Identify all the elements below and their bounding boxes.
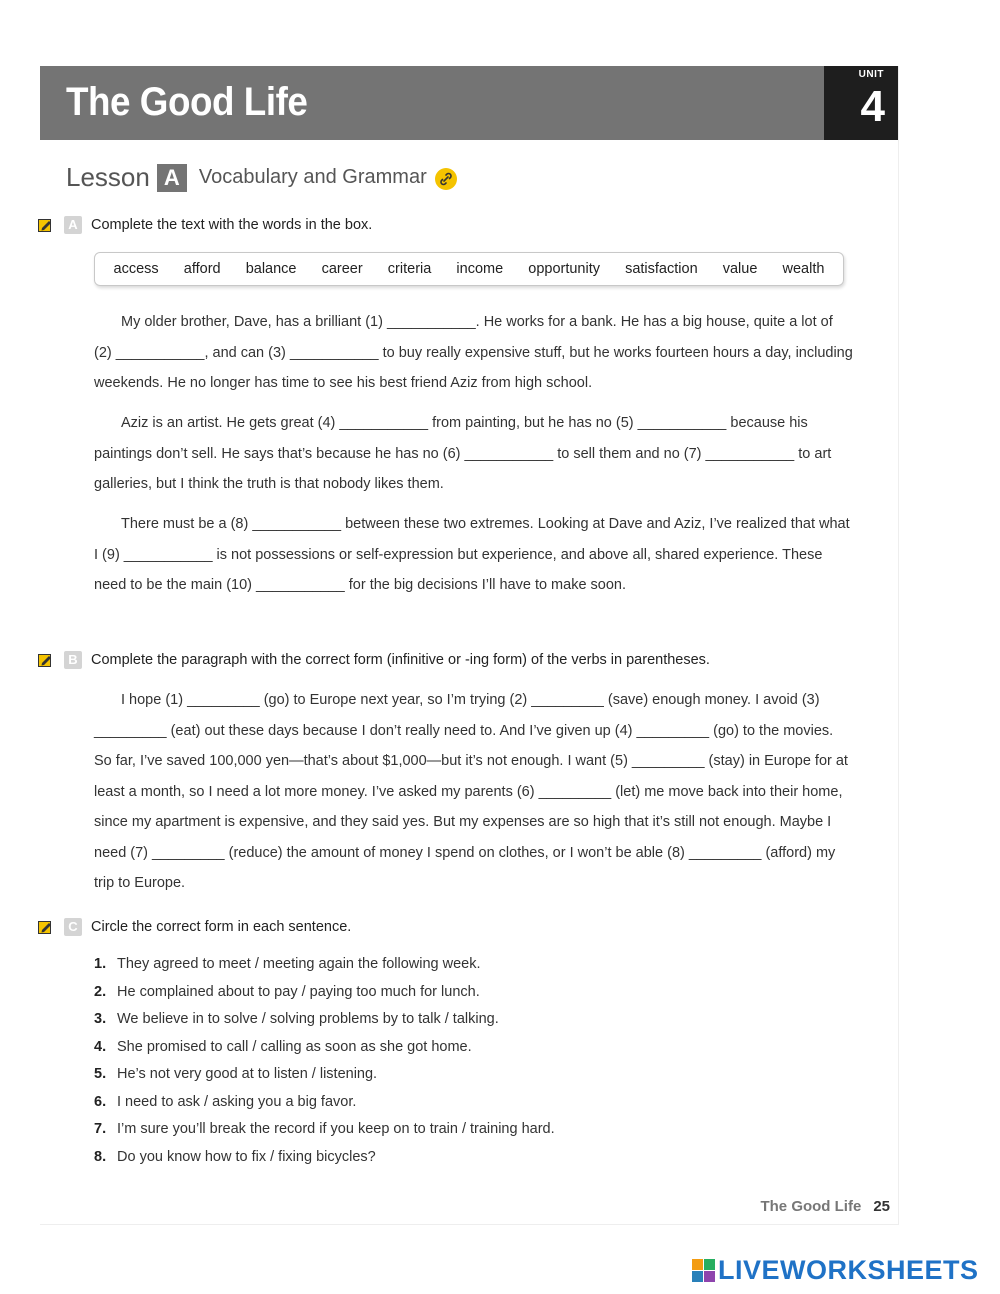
- section-b-heading: [40, 651, 710, 669]
- section-a-paragraph-3: There must be a (8) ___________ between these two extremes. Looking at Dave and Aziz, I’ve realized that what I (9) ___________ is not possessions or self-expression but experience, and above all, shared experience. These need to be the main (10) ___________ for the big decisions I’ll have to make soon.: [94, 516, 850, 593]
- lesson-word: Lesson: [66, 162, 150, 192]
- word-box-item: balance: [245, 261, 297, 277]
- footer-title: The Good Life: [760, 1198, 862, 1215]
- list-item: 1. They agreed to meet / meeting again the following week.: [94, 956, 481, 972]
- brand-name: LIVEWORKSHEETS: [718, 1254, 979, 1285]
- word-box-item: afford: [183, 261, 221, 277]
- list-item: 7. I’m sure you’ll break the record if you keep on to train / training hard.: [94, 1121, 555, 1137]
- section-a-paragraph-2: Aziz is an artist. He gets great (4) ___________ from painting, but he has no (5) ___________ because his paintings don’t sell. He says that’s because he has no (6) ___________ to sell them and no (7) ___________ to art galleries, but I think the truth is that nobody likes them.: [94, 415, 832, 492]
- word-box-item: wealth: [782, 261, 825, 277]
- brand-logo-icon: [692, 1259, 715, 1282]
- section-c-list: [94, 951, 555, 1171]
- lesson-subtitle: Vocabulary and Grammar: [198, 166, 427, 188]
- unit-title: The Good Life: [66, 80, 308, 124]
- pencil-icon: [38, 218, 53, 233]
- word-box-item: income: [456, 261, 504, 277]
- word-box-item: value: [722, 261, 758, 277]
- section-c-letter: C: [64, 918, 82, 936]
- section-c-heading: [40, 918, 351, 936]
- section-a-heading: [40, 216, 372, 234]
- section-b-letter: B: [64, 651, 82, 669]
- word-box-item: satisfaction: [625, 261, 698, 277]
- word-box: [94, 252, 844, 286]
- worksheet-page: [40, 66, 899, 1225]
- word-box-item: career: [321, 261, 363, 277]
- pencil-icon: [38, 653, 53, 668]
- list-item: 3. We believe in to solve / solving problems by to talk / talking.: [94, 1011, 499, 1027]
- list-item: 5. He’s not very good at to listen / listening.: [94, 1066, 378, 1082]
- unit-badge: [824, 66, 898, 140]
- lesson-letter: A: [157, 164, 187, 192]
- page-footer: [760, 1198, 890, 1215]
- section-a-instruction: Complete the text with the words in the box.: [91, 217, 373, 233]
- section-b-instruction: Complete the paragraph with the correct form (infinitive or -ing form) of the verbs in parentheses.: [91, 652, 710, 668]
- list-item: 6. I need to ask / asking you a big favor.: [94, 1093, 357, 1110]
- word-box-item: opportunity: [528, 261, 600, 277]
- word-box-item: criteria: [387, 261, 432, 277]
- section-c-instruction: Circle the correct form in each sentence.: [91, 919, 352, 935]
- unit-header: [40, 66, 824, 140]
- pencil-icon: [38, 920, 53, 935]
- unit-number: 4: [860, 82, 885, 131]
- word-box-item: access: [113, 261, 159, 277]
- section-b-paragraph: I hope (1) _________ (go) to Europe next year, so I’m trying (2) _________ (save) enough money. I avoid (3) _________ (eat) out these days because I don’t really need to. And I’ve given up (4) _________ (go) to the movies. So far, I’ve saved 100,000 yen—that’s about $1,000—but it’s not enough. I want (5) _________ (stay) in Europe for at least a month, so I need a lot more money. I’ve asked my parents (6) _________ (let) me move back into their home, since my apartment is expensive, and they said yes. But my expenses are so high that it’s still not enough. Maybe I need (7) _________ (reduce) the amount of money I spend on clothes, or I won’t be able (8) _________ (afford) my trip to Europe.: [94, 692, 848, 891]
- list-item: 2. He complained about to pay / paying too much for lunch.: [94, 983, 480, 1000]
- list-item: 4. She promised to call / calling as soon as she got home.: [94, 1038, 472, 1055]
- unit-label: UNIT: [858, 69, 884, 80]
- list-item: 8. Do you know how to fix / fixing bicycles?: [94, 1148, 376, 1165]
- page-number: 25: [873, 1198, 890, 1215]
- liveworksheets-logo[interactable]: [692, 1255, 979, 1285]
- link-icon[interactable]: [435, 168, 457, 190]
- section-a-paragraph-1: My older brother, Dave, has a brilliant (1) ___________. He works for a bank. He has a big house, quite a lot of (2) ___________, and can (3) ___________ to buy really expensive stuff, but he works fourteen hours a day, including weekends. He no longer has time to see his best friend Aziz from high school.: [94, 314, 853, 391]
- section-a-letter: A: [64, 216, 82, 234]
- lesson-heading: [66, 162, 457, 193]
